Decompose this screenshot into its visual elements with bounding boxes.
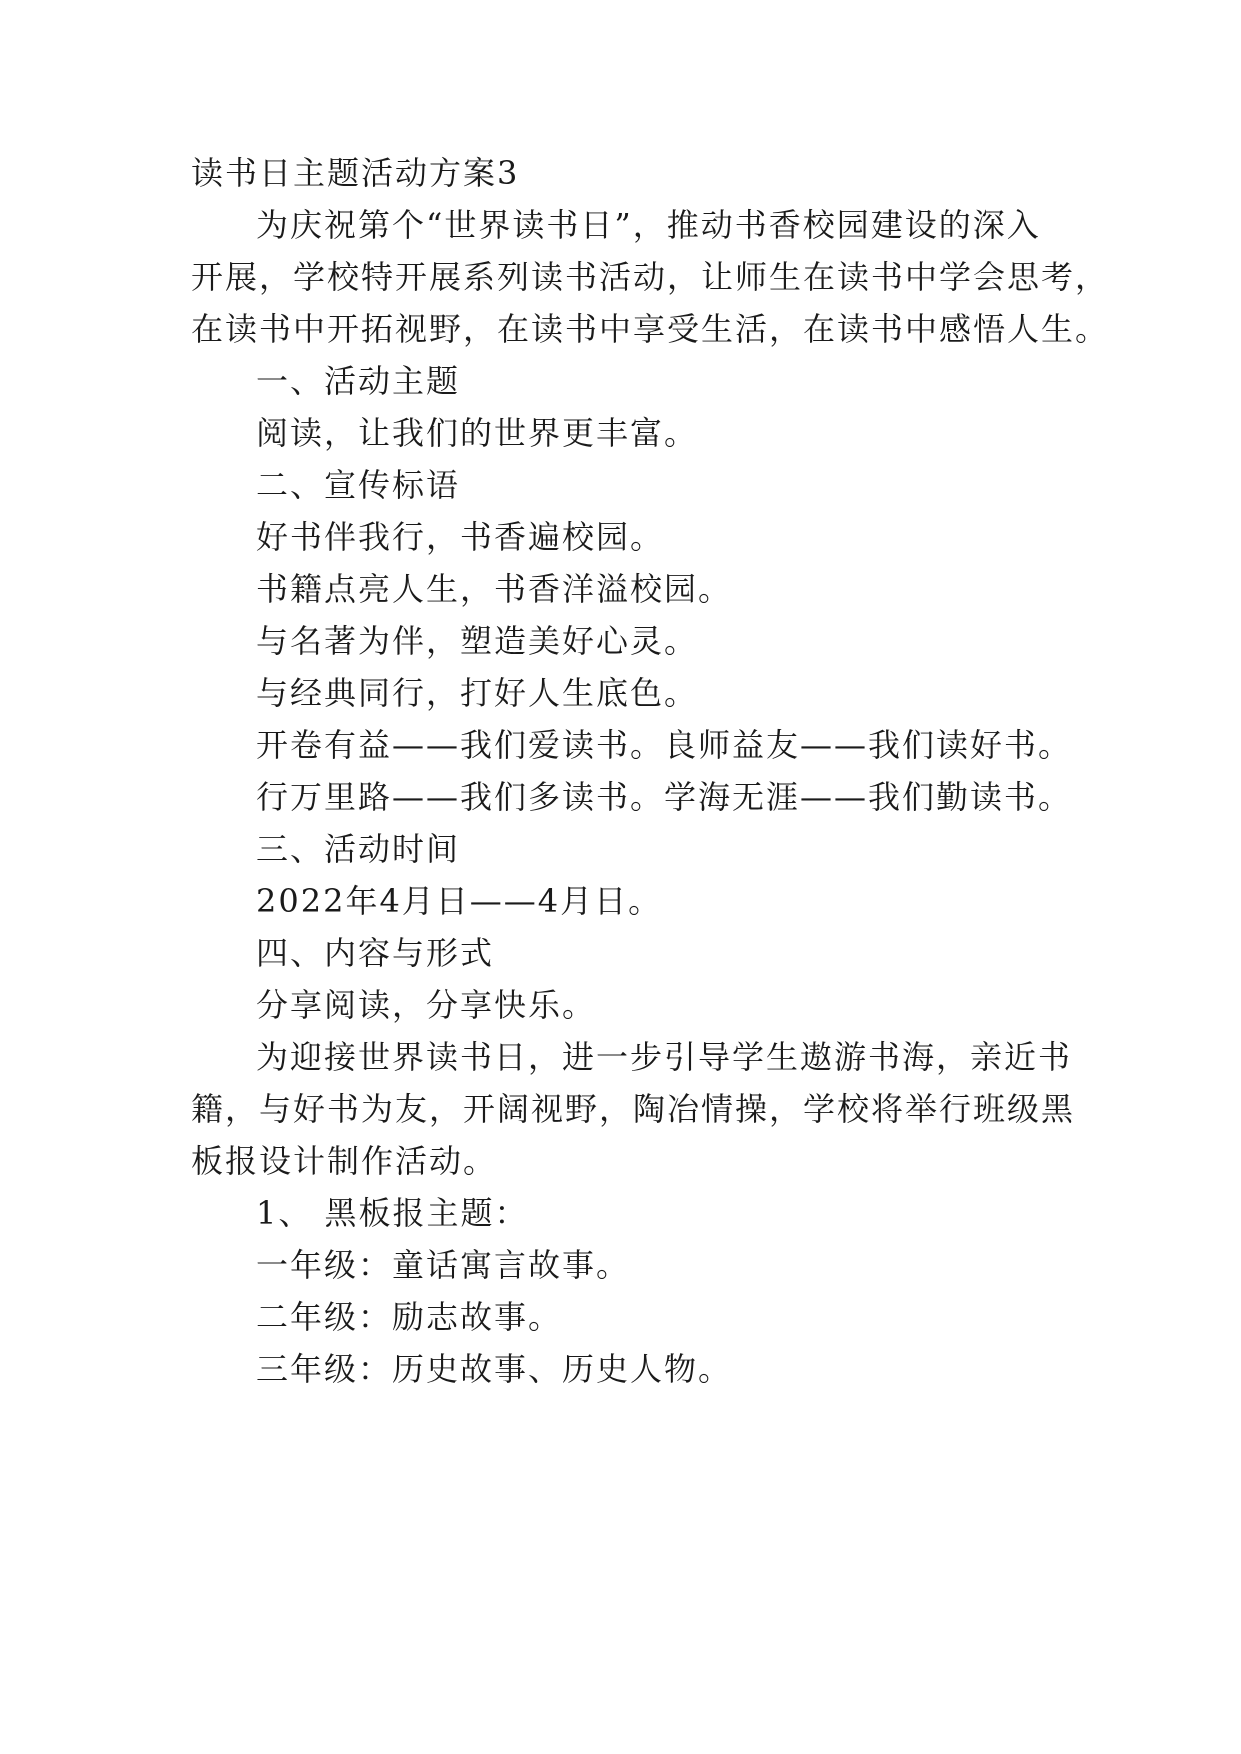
paragraph-line: 为迎接世界读书日，进一步引导学生遨游书海，亲近书 — [256, 1038, 1073, 1076]
paragraph-line: 阅读，让我们的世界更丰富。 — [256, 414, 699, 452]
paragraph-line: 2022年4月日——4月日。 — [256, 882, 663, 920]
slogan-line: 书籍点亮人生，书香洋溢校园。 — [256, 570, 733, 608]
section-heading: 三、活动时间 — [256, 830, 461, 868]
section-heading: 四、内容与形式 — [256, 934, 495, 972]
paragraph-line: 分享阅读，分享快乐。 — [256, 986, 597, 1024]
section-heading: 二、宣传标语 — [256, 466, 461, 504]
slogan-line: 与名著为伴，塑造美好心灵。 — [256, 622, 699, 660]
paragraph-line: 为庆祝第个“世界读书日”，推动书香校园建设的深入 — [256, 206, 1041, 244]
subsection-heading: 1、 黑板报主题： — [256, 1194, 529, 1232]
paragraph-line: 板报设计制作活动。 — [191, 1142, 498, 1180]
document-title: 读书日主题活动方案3 — [191, 154, 520, 192]
list-item: 一年级：童话寓言故事。 — [256, 1246, 631, 1284]
slogan-line: 与经典同行，打好人生底色。 — [256, 674, 699, 712]
list-item: 二年级：励志故事。 — [256, 1298, 563, 1336]
section-heading: 一、活动主题 — [256, 362, 461, 400]
list-item: 三年级：历史故事、历史人物。 — [256, 1350, 733, 1388]
paragraph-line: 在读书中开拓视野，在读书中享受生活，在读书中感悟人生。 — [191, 310, 1110, 348]
slogan-line: 开卷有益——我们爱读书。良师益友——我们读好书。 — [256, 726, 1073, 764]
slogan-line: 好书伴我行，书香遍校园。 — [256, 518, 665, 556]
paragraph-line: 开展，学校特开展系列读书活动，让师生在读书中学会思考， — [191, 258, 1110, 296]
slogan-line: 行万里路——我们多读书。学海无涯——我们勤读书。 — [256, 778, 1073, 816]
paragraph-line: 籍，与好书为友，开阔视野，陶冶情操，学校将举行班级黑 — [191, 1090, 1076, 1128]
